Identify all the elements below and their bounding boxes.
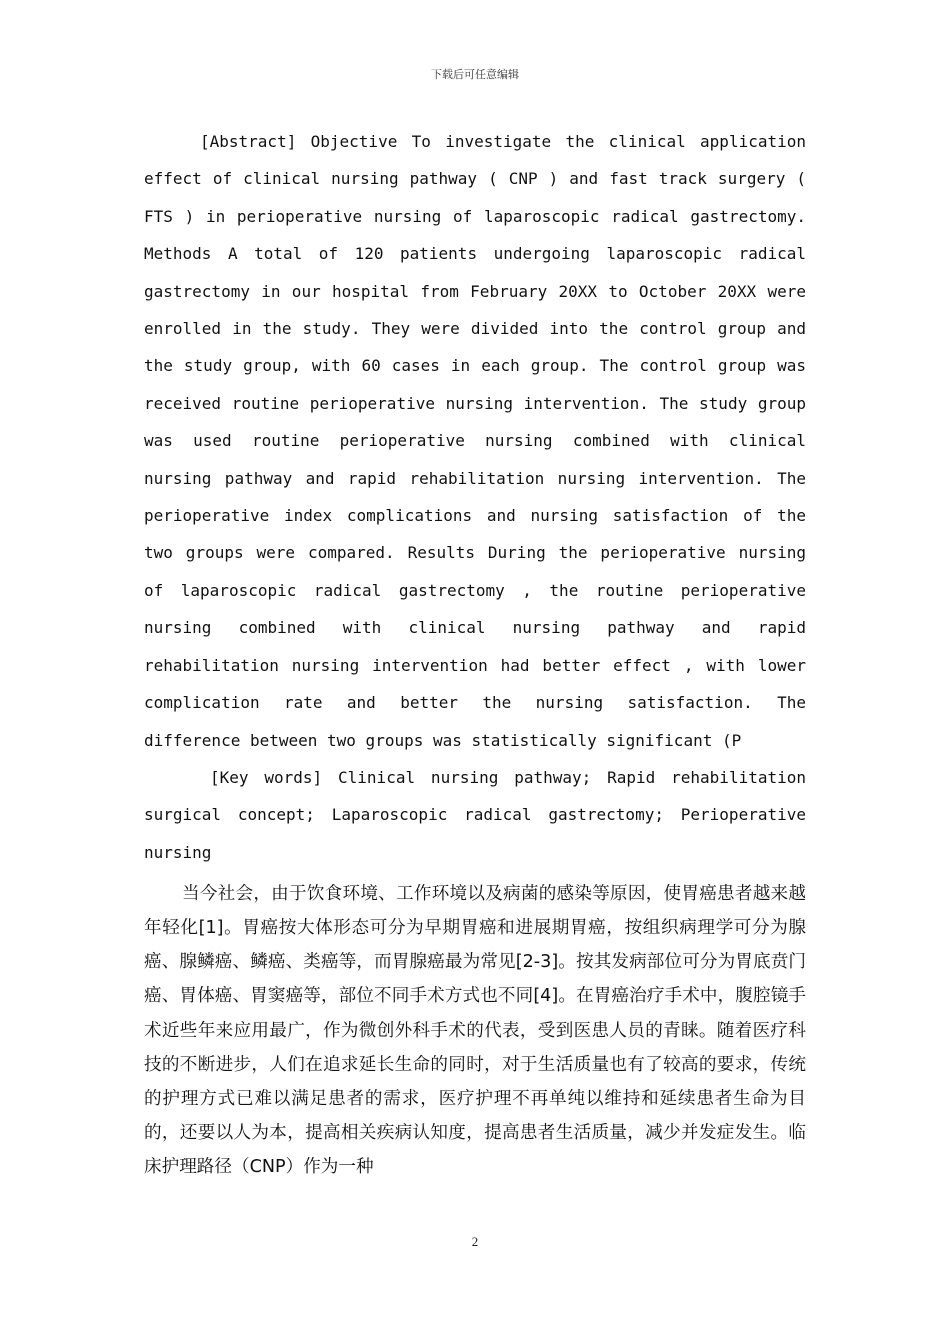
abstract-paragraph: [Abstract] Objective To investigate the clinical application effect of clinical nursing pathway ( CNP ) and fast track surgery ( FTS ) in perioperative nursing of laparoscopic radical gastrectomy. Methods A total of 120 patients undergoing laparoscopic radical gastrectomy in our hospital from February 20XX to October 20XX were enrolled in the study. They were divided into the control group and the study group, with 60 cases in each group. The control group was received routine perioperative nursing intervention. The study group was used routine perioperative nursing combined with clinical nursing pathway and rapid rehabilitation nursing intervention. The perioperative index complications and nursing satisfaction of the two groups were compared. Results During the perioperative nursing of laparoscopic radical gastrectomy , the routine perioperative nursing combined with clinical nursing pathway and rapid rehabilitation nursing intervention had better effect , with lower complication rate and better the nursing satisfaction. The difference between two groups was statistically significant (P — [144, 132, 806, 750]
body-paragraph: 当今社会，由于饮食环境、工作环境以及病菌的感染等原因，使胃癌患者越来越年轻化[1]。胃癌按大体形态可分为早期胃癌和进展期胃癌，按组织病理学可分为腺癌、腺鳞癌、鳞癌、类癌等，而胃腺癌最为常见[2-3]。按其发病部位可分为胃底贲门癌、胃体癌、胃窦癌等，部位不同手术方式也不同[4]。在胃癌治疗手术中，腹腔镜手术近些年来应用最广，作为微创外科手术的代表，受到医患人员的青睐。随着医疗科技的不断进步，人们在追求延长生命的同时，对于生活质量也有了较高的要求，传统的护理方式已难以满足患者的需求，医疗护理不再单纯以维持和延续患者生命为目的，还要以人为本，提高相关疾病认知度，提高患者生活质量，减少并发症发生。临床护理路径（CNP）作为一种 — [144, 884, 806, 1177]
page-number: 2 — [471, 1234, 479, 1249]
document-body — [144, 123, 806, 1184]
header-note: 下载后可任意编辑 — [431, 68, 519, 81]
page-footer — [0, 1234, 950, 1250]
keywords-paragraph: [Key words] Clinical nursing pathway; Rapid rehabilitation surgical concept; Laparoscopic radical gastrectomy; Perioperative nursing — [144, 767, 806, 862]
page-header — [0, 66, 950, 82]
